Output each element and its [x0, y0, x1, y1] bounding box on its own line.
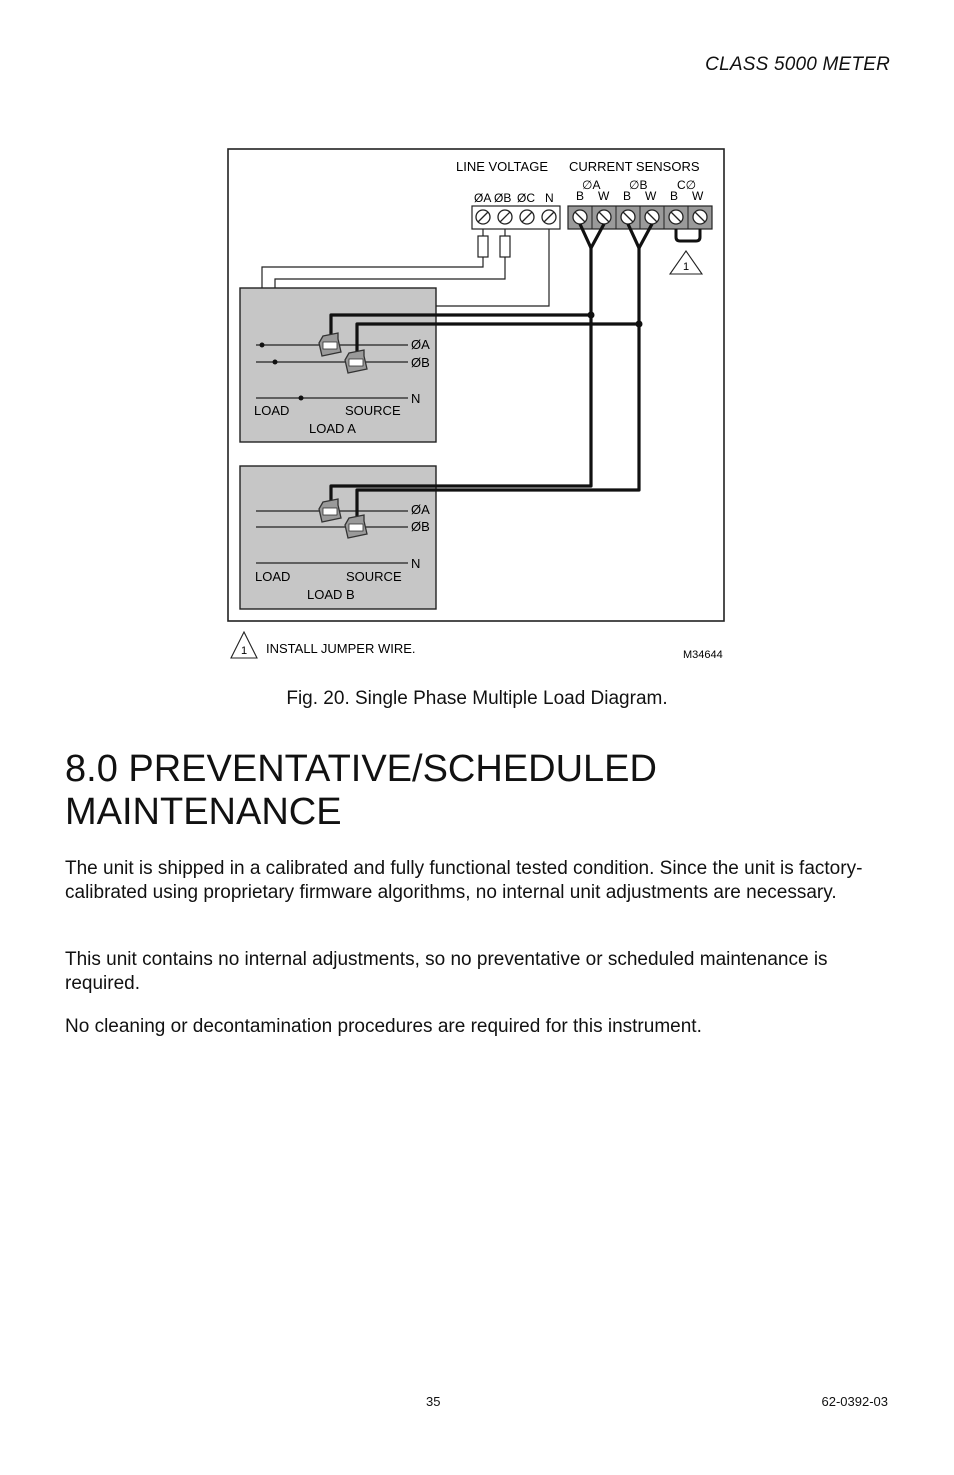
document-number: 62-0392-03: [821, 1394, 888, 1409]
page-number: 35: [426, 1394, 441, 1409]
load-b-neutral: N: [411, 556, 421, 571]
load-b-load-label: LOAD: [255, 569, 291, 584]
figure-caption: Fig. 20. Single Phase Multiple Load Diagram.: [286, 688, 668, 709]
section-heading: [65, 748, 885, 834]
wiring-diagram: [0, 0, 954, 680]
cs-terminal-label-2: W: [598, 189, 610, 203]
svg-text:1: 1: [683, 261, 690, 273]
line-voltage-label: LINE VOLTAGE: [456, 159, 548, 174]
note-text: INSTALL JUMPER WIRE.: [266, 641, 416, 656]
load-b-source-label: SOURCE: [346, 569, 402, 584]
section-heading-line2: MAINTENANCE: [65, 791, 342, 833]
load-b-title: LOAD B: [307, 587, 355, 602]
figure-id: M34644: [683, 649, 723, 661]
cs-phase-a-label: ∅A: [582, 178, 601, 192]
current-sensor-terminal-block: [568, 206, 712, 229]
load-a-phase-b: ØB: [411, 355, 430, 370]
load-b-phase-b: ØB: [411, 519, 430, 534]
cs-phase-b-label: ∅B: [629, 178, 648, 192]
cs-phase-c-label: C∅: [677, 178, 697, 192]
paragraph-1: The unit is shipped in a calibrated and fully functional tested condition. Since the unit is factory-calibrated using proprietary firmware algorithms, no internal unit adjustments are necessary.: [65, 858, 863, 903]
lv-terminal-label-b: ØB: [494, 191, 512, 205]
cs-terminal-label-4: W: [645, 189, 657, 203]
line-voltage-terminal-block: [472, 206, 560, 229]
current-sensors-label: CURRENT SENSORS: [569, 159, 700, 174]
cs-terminal-label-5: B: [670, 189, 679, 203]
paragraph-3: No cleaning or decontamination procedures are required for this instrument.: [65, 1016, 702, 1037]
header-title: CLASS 5000 METER: [705, 54, 890, 75]
cs-terminal-label-3: B: [623, 189, 632, 203]
load-a-neutral: N: [411, 391, 421, 406]
cs-terminal-label-6: W: [692, 189, 704, 203]
load-a-phase-a: ØA: [411, 337, 430, 352]
svg-text:1: 1: [241, 645, 248, 657]
section-heading-line1: 8.0 PREVENTATIVE/SCHEDULED: [65, 748, 657, 790]
cs-terminal-label-1: B: [576, 189, 585, 203]
lv-terminal-label-n: N: [545, 191, 554, 205]
paragraph-2: This unit contains no internal adjustments, so no preventative or scheduled maintenance is required.: [65, 949, 828, 994]
lv-terminal-label-c: ØC: [517, 191, 535, 205]
load-a-panel: [240, 288, 436, 442]
lv-terminal-label-a: ØA: [474, 191, 492, 205]
load-a-load-label: LOAD: [254, 403, 290, 418]
note-marker: [231, 632, 257, 658]
load-b-phase-a: ØA: [411, 502, 430, 517]
load-a-source-label: SOURCE: [345, 403, 401, 418]
load-a-title: LOAD A: [309, 421, 356, 436]
